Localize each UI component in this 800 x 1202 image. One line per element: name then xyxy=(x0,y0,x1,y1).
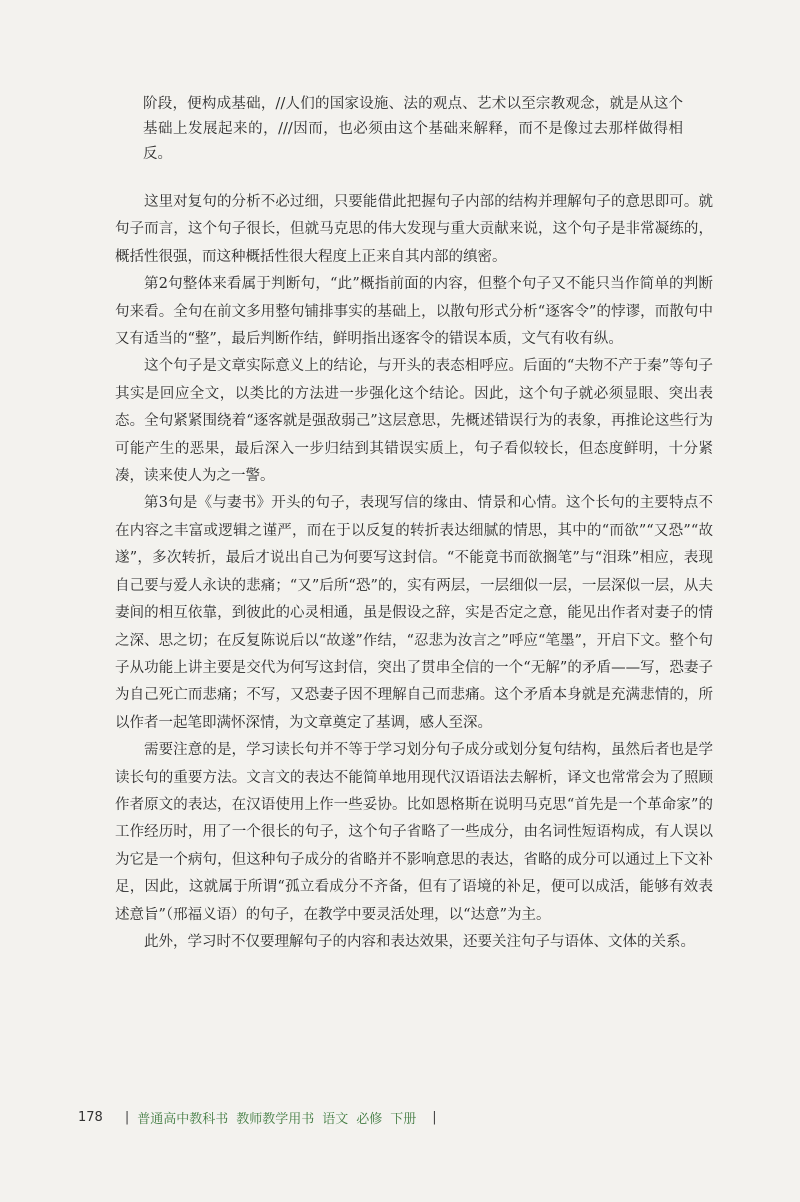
body-text xyxy=(115,189,713,956)
footer-volume: 下册 xyxy=(390,1111,417,1127)
paragraph: 第3句是《与妻书》开头的句子，表现写信的缘由、情景和心情。这个长句的主要特点不在内容之丰富或逻辑之谨严，而在于以反复的转折表达细腻的情思，其中的“而欲”“又恐”“故遂”，多次转折，最后才说出自己为何要写这封信。“不能竟书而欲搁笔”与“泪珠”相应，表现自己要与爱人永诀的悲痛；“又”后所“恐”的，实有两层，一层细似一层，一层深似一层，从夫妻间的相互依靠，到彼此的心灵相通，虽是假设之辞，实是否定之意，能见出作者对妻子的情之深、思之切；在反复陈说后以“故遂”作结，“忍悲为汝言之”呼应“笔墨”，开启下文。整个句子从功能上讲主要是交代为何写这封信，突出了贯串全信的一个“无解”的矛盾——写，恐妻子为自己死亡而悲痛；不写，又恐妻子因不理解自己而悲痛。这个矛盾本身就是充满悲情的，所以作者一起笔即满怀深情，为文章奠定了基调，感人至深。 xyxy=(115,495,713,731)
paragraph: 此外，学习时不仅要理解句子的内容和表达效果，还要关注句子与语体、文体的关系。 xyxy=(144,933,695,950)
footer-book-type: 教师教学用书 xyxy=(236,1111,315,1127)
paragraph: 这个句子是文章实际意义上的结论，与开头的表态相呼应。后面的“夫物不产于秦”等句子其实是回应全文，以类比的方法进一步强化这个结论。因此，这个句子就必须显眼、突出表态。全句紧紧围绕着“逐客就是强敌弱己”这层意思，先概述错误行为的表象，再推论这些行为可能产生的恶果，最后深入一步归结到其错误实质上，句子看似较长，但态度鲜明，十分紧凑，读来使人为之一警。 xyxy=(115,358,713,485)
page-number: 178 xyxy=(78,1109,103,1125)
quoted-passage: 阶段，便构成基础，//人们的国家设施、法的观点、艺术以至宗教观念，就是从这个基础上发展起来的，///因而，也必须由这个基础来解释，而不是像过去那样做得相反。 xyxy=(143,96,683,162)
paragraph: 需要注意的是，学习读长句并不等于学习划分句子成分或划分复句结构，虽然后者也是学读长句的重要方法。文言文的表达不能简单地用现代汉语语法去解析，译文也常常会为了照顾作者原文的表达，在汉语使用上作一些妥协。比如恩格斯在说明马克思“首先是一个革命家”的工作经历时，用了一个很长的句子，这个句子省略了一些成分，由名词性短语构成，有人误以为它是一个病句，但这种句子成分的省略并不影响意思的表达，省略的成分可以通过上下文补足，因此，这就属于所谓“孤立看成分不齐备，但有了语境的补足，便可以成活，能够有效表述意旨”（邢福义语）的句子，在教学中要灵活处理，以“达意”为主。 xyxy=(115,742,713,923)
paragraph: 第2句整体来看属于判断句，“此”概指前面的内容，但整个句子又不能只当作简单的判断句来看。全句在前文多用整句铺排事实的基础上，以散句形式分析“逐客令”的悖谬，而散句中又有适当的“整”，最后判断作结，鲜明指出逐客令的错误本质，文气有收有纵。 xyxy=(115,276,713,348)
footer-course: 必修 xyxy=(356,1111,383,1127)
footer-subject: 语文 xyxy=(322,1111,349,1127)
footer-series-name: 普通高中教科书 xyxy=(137,1111,229,1127)
footer-separator: | xyxy=(124,1109,130,1125)
paragraph: 这里对复句的分析不必过细，只要能借此把握句子内部的结构并理解句子的意思即可。就句子而言，这个句子很长，但就马克思的伟大发现与重大贡献来说，这个句子是非常凝练的，概括性很强，而这种概括性很大程度上正来自其内部的缜密。 xyxy=(115,194,713,265)
page-footer xyxy=(78,1107,445,1127)
footer-separator: | xyxy=(432,1109,437,1125)
